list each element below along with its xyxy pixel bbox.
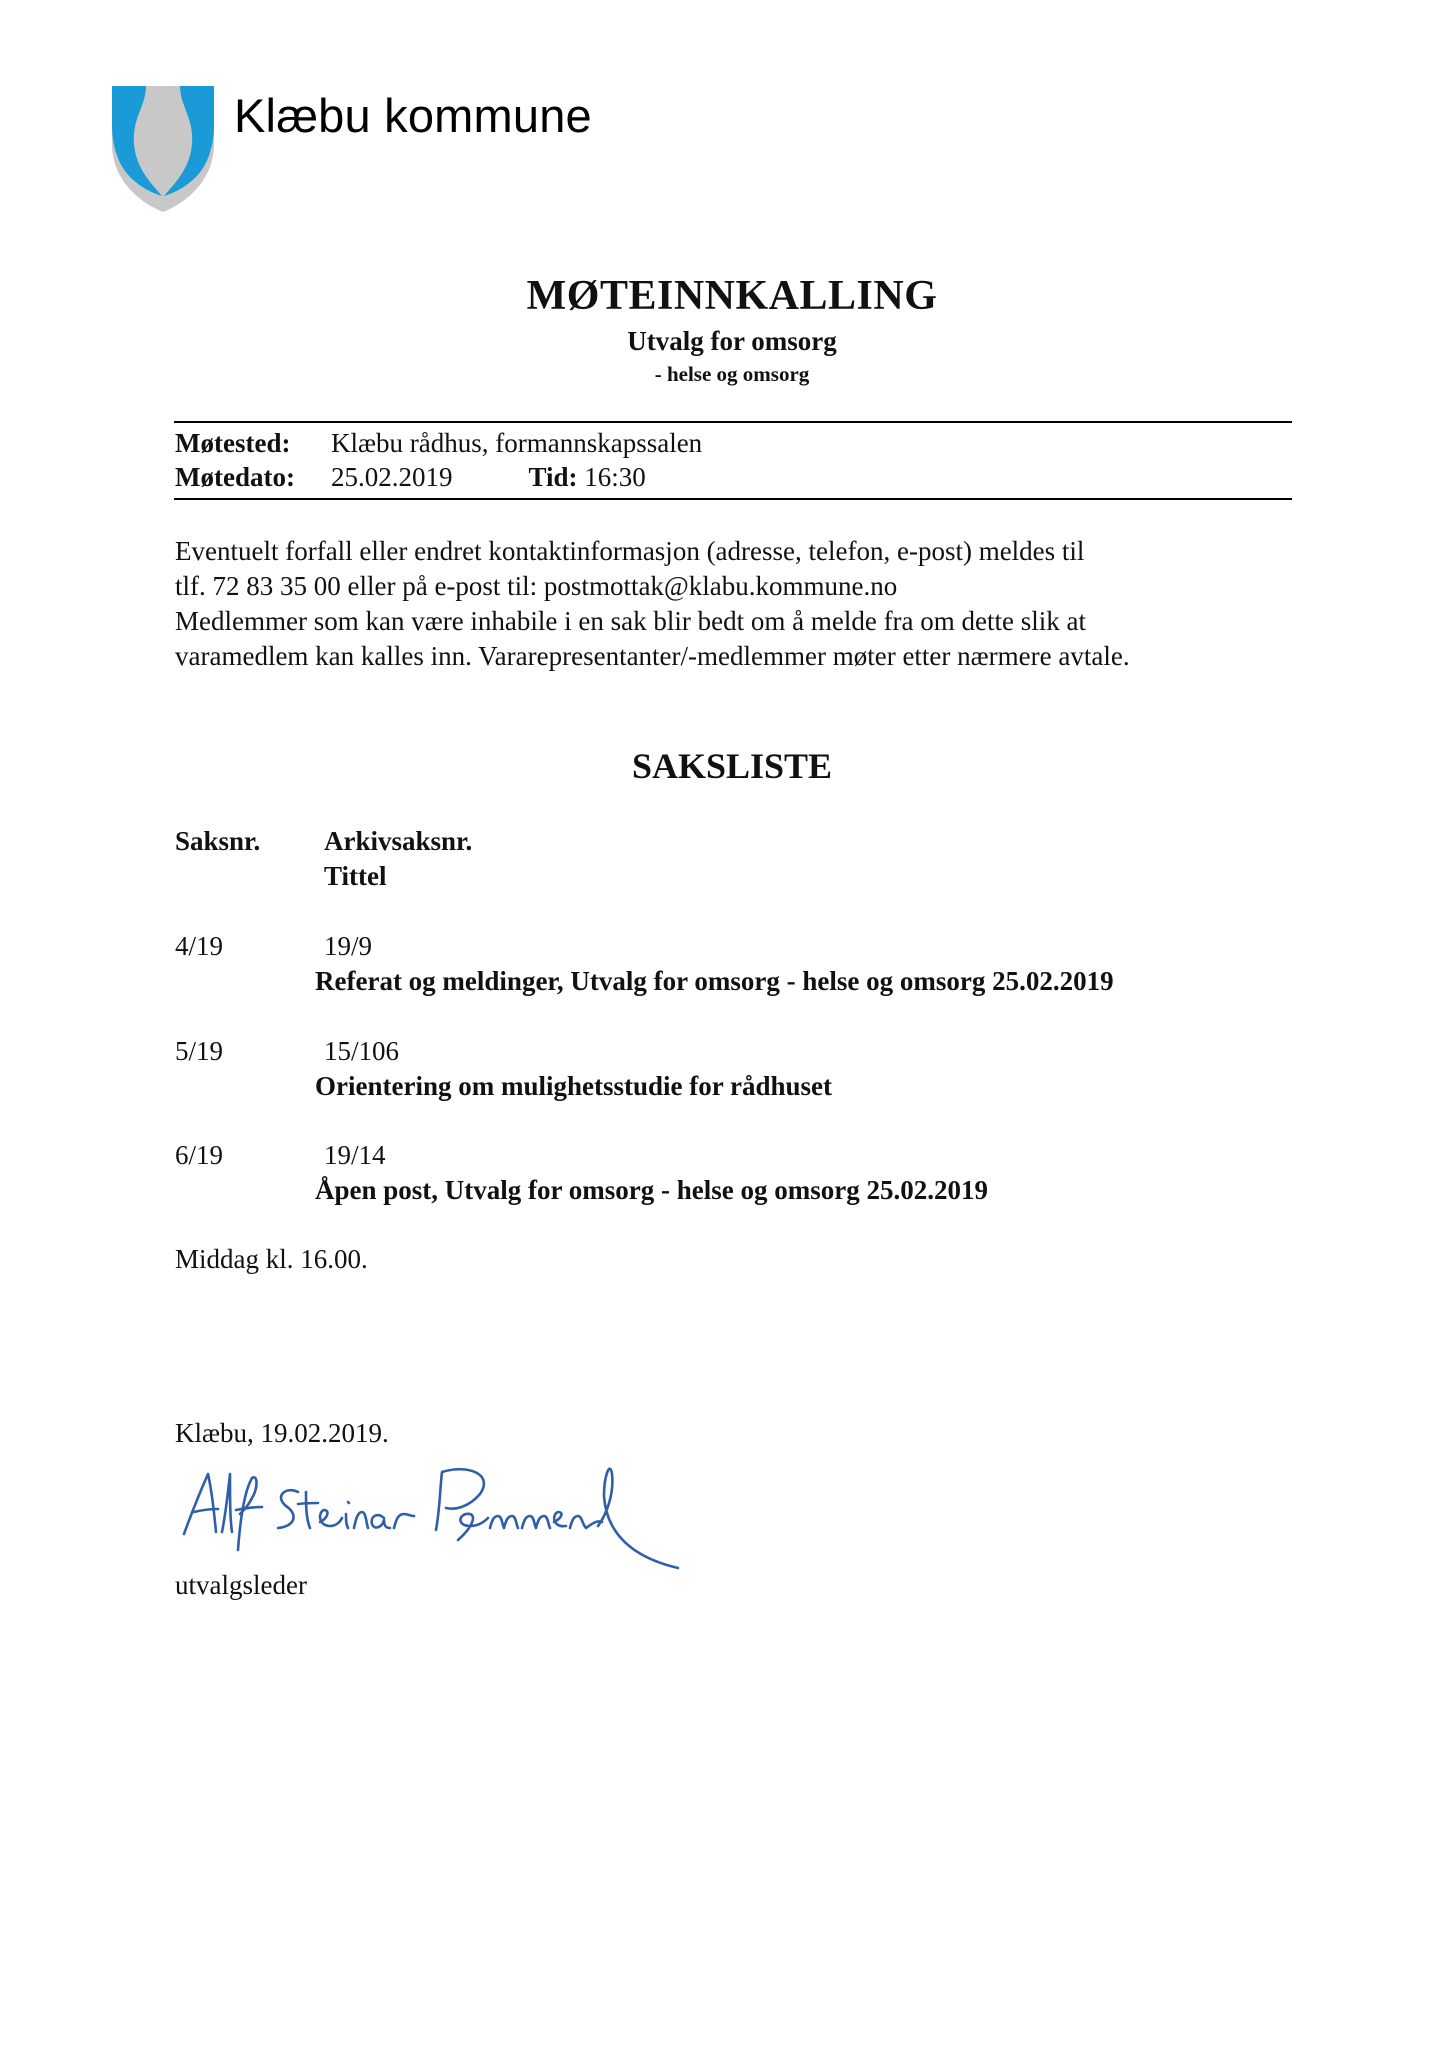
- meeting-date-value: 25.02.2019: [331, 462, 453, 492]
- case-archive-number: 19/9: [324, 931, 373, 961]
- meeting-place-label: Møtested:: [175, 428, 291, 458]
- info-line: varamedlem kan kalles inn. Vararepresentanter/-medlemmer møter etter nærmere avtale.: [175, 641, 1130, 671]
- place-and-date: Klæbu, 19.02.2019.: [175, 1418, 389, 1448]
- dinner-note: Middag kl. 16.00.: [175, 1244, 368, 1274]
- meeting-date-row: [175, 462, 646, 493]
- meeting-place-row: [175, 428, 702, 459]
- column-header-tittel: Tittel: [324, 861, 387, 891]
- case-number: 4/19: [175, 931, 224, 961]
- case-title: Åpen post, Utvalg for omsorg - helse og omsorg 25.02.2019: [315, 1175, 988, 1205]
- meeting-date-label: Møtedato:: [175, 462, 295, 492]
- case-list-heading: SAKSLISTE: [631, 746, 833, 786]
- divider-top: [174, 421, 1292, 423]
- organization-name: Klæbu kommune: [234, 89, 592, 142]
- column-header-saksnr: Saksnr.: [175, 826, 261, 856]
- committee-name: Utvalg for omsorg: [627, 326, 837, 356]
- case-archive-number: 19/14: [324, 1140, 386, 1170]
- info-paragraph: [175, 534, 1305, 674]
- case-title: Orientering om mulighetsstudie for rådhuset: [315, 1071, 832, 1101]
- column-header-arkivsaksnr: Arkivsaksnr.: [324, 826, 473, 856]
- case-title: Referat og meldinger, Utvalg for omsorg - helse og omsorg 25.02.2019: [315, 966, 1114, 996]
- meeting-time-label: Tid:: [528, 462, 578, 492]
- coat-of-arms-icon: [110, 84, 216, 214]
- meeting-time-value: 16:30: [584, 462, 646, 492]
- case-number: 5/19: [175, 1036, 224, 1066]
- document-title: MØTEINNKALLING: [526, 273, 938, 319]
- divider-bottom: [174, 498, 1292, 500]
- case-archive-number: 15/106: [324, 1036, 400, 1066]
- case-number: 6/19: [175, 1140, 224, 1170]
- info-line: Medlemmer som kan være inhabile i en sak blir bedt om å melde fra om dette slik at: [175, 606, 1086, 636]
- meeting-place-value: Klæbu rådhus, formannskapssalen: [331, 428, 703, 458]
- committee-subtitle: - helse og omsorg: [654, 362, 810, 386]
- handwritten-signature: [178, 1452, 718, 1570]
- info-line: Eventuelt forfall eller endret kontaktinformasjon (adresse, telefon, e-post) meldes til: [175, 536, 1085, 566]
- signer-role: utvalgsleder: [175, 1570, 307, 1600]
- info-line: tlf. 72 83 35 00 eller på e-post til: postmottak@klabu.kommune.no: [175, 571, 898, 601]
